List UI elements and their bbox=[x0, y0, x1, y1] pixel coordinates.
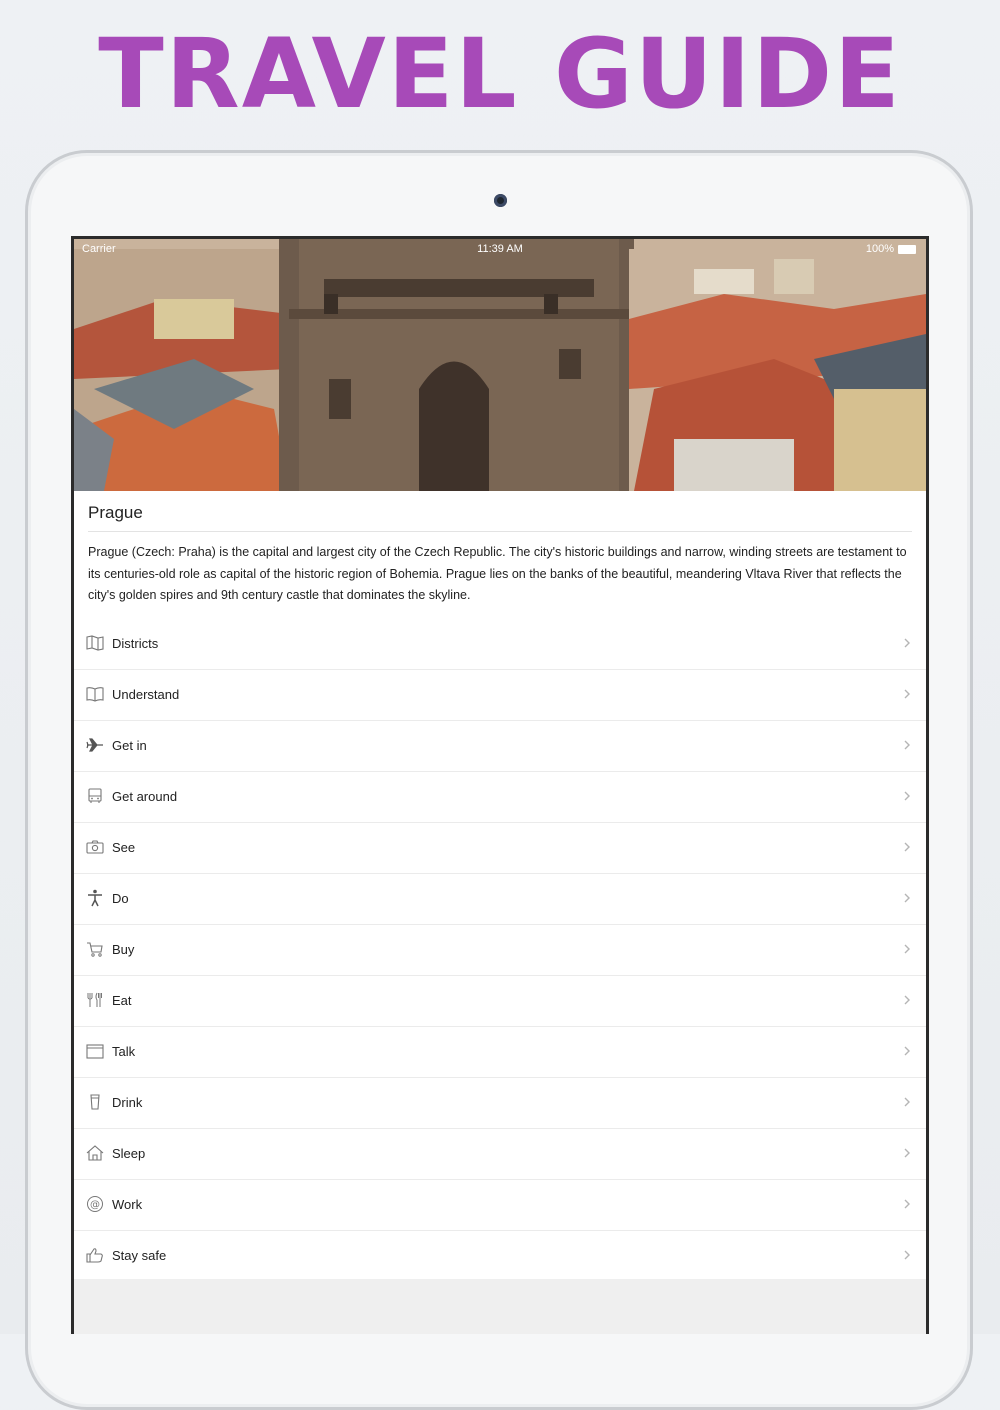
menu-item-do[interactable] bbox=[74, 874, 926, 925]
book-icon bbox=[86, 685, 104, 703]
guide-menu bbox=[74, 619, 926, 1282]
menu-label: See bbox=[112, 840, 136, 856]
map-icon bbox=[86, 634, 104, 652]
battery-indicator bbox=[866, 239, 916, 259]
fork-knife-icon bbox=[86, 991, 104, 1009]
cart-icon bbox=[86, 940, 104, 958]
menu-item-get-around[interactable] bbox=[74, 772, 926, 823]
menu-item-understand[interactable] bbox=[74, 670, 926, 721]
menu-label: Buy bbox=[112, 942, 135, 958]
prague-cityscape-image bbox=[74, 239, 926, 491]
svg-text:@: @ bbox=[90, 1199, 100, 1211]
menu-item-districts[interactable] bbox=[74, 619, 926, 670]
chevron-right-icon bbox=[900, 636, 914, 650]
menu-item-stay-safe[interactable] bbox=[74, 1231, 926, 1282]
chevron-right-icon bbox=[900, 1044, 914, 1058]
menu-label: Drink bbox=[112, 1095, 143, 1111]
menu-label: Districts bbox=[112, 636, 159, 652]
carrier-label: Carrier bbox=[82, 243, 116, 255]
menu-label: Stay safe bbox=[112, 1248, 167, 1264]
menu-item-eat[interactable] bbox=[74, 976, 926, 1027]
menu-item-drink[interactable] bbox=[74, 1078, 926, 1129]
menu-label: Work bbox=[112, 1197, 143, 1213]
chevron-right-icon bbox=[900, 1146, 914, 1160]
chevron-right-icon bbox=[900, 840, 914, 854]
chevron-right-icon bbox=[900, 687, 914, 701]
app-screen bbox=[71, 236, 929, 1334]
glass-icon bbox=[86, 1093, 104, 1111]
menu-label: Understand bbox=[112, 687, 180, 703]
hero-image bbox=[74, 239, 926, 491]
bottom-background bbox=[74, 1279, 926, 1334]
chevron-right-icon bbox=[900, 738, 914, 752]
city-description: Prague (Czech: Praha) is the capital and largest city of the Czech Republic. The city's historic buildings and narrow, winding streets are testament to its centuries-old role as capital of the historic region of Bohemia. Prague lies on the banks of the beautiful, meandering Vltava River that reflects the city's golden spires and 9th century castle that dominates the skyline. bbox=[88, 545, 907, 603]
chevron-right-icon bbox=[900, 891, 914, 905]
house-icon bbox=[86, 1144, 104, 1162]
camera-icon bbox=[86, 838, 104, 856]
city-title: Prague bbox=[88, 491, 912, 532]
menu-item-work[interactable] bbox=[74, 1180, 926, 1231]
menu-label: Sleep bbox=[112, 1146, 146, 1162]
menu-item-see[interactable] bbox=[74, 823, 926, 874]
menu-label: Do bbox=[112, 891, 129, 907]
menu-item-talk[interactable] bbox=[74, 1027, 926, 1078]
city-content bbox=[74, 491, 926, 1282]
window-icon bbox=[86, 1042, 104, 1060]
status-bar bbox=[74, 239, 926, 259]
chevron-right-icon bbox=[900, 789, 914, 803]
battery-icon bbox=[898, 245, 916, 254]
headline: TRAVEL GUIDE bbox=[98, 18, 902, 130]
menu-item-get-in[interactable] bbox=[74, 721, 926, 772]
bus-icon bbox=[86, 787, 104, 805]
menu-label: Talk bbox=[112, 1044, 136, 1060]
status-time: 11:39 AM bbox=[477, 243, 523, 255]
chevron-right-icon bbox=[900, 993, 914, 1007]
menu-item-buy[interactable] bbox=[74, 925, 926, 976]
chevron-right-icon bbox=[900, 942, 914, 956]
chevron-right-icon bbox=[900, 1248, 914, 1262]
menu-label: Get in bbox=[112, 738, 147, 754]
thumbs-up-icon bbox=[86, 1246, 104, 1264]
chevron-right-icon bbox=[900, 1095, 914, 1109]
person-icon bbox=[86, 889, 104, 907]
menu-item-sleep[interactable] bbox=[74, 1129, 926, 1180]
front-camera bbox=[494, 194, 507, 207]
plane-icon bbox=[86, 736, 104, 754]
chevron-right-icon bbox=[900, 1197, 914, 1211]
at-icon bbox=[86, 1195, 104, 1213]
battery-percent: 100% bbox=[865, 243, 894, 255]
menu-label: Eat bbox=[112, 993, 132, 1009]
menu-label: Get around bbox=[112, 789, 178, 805]
